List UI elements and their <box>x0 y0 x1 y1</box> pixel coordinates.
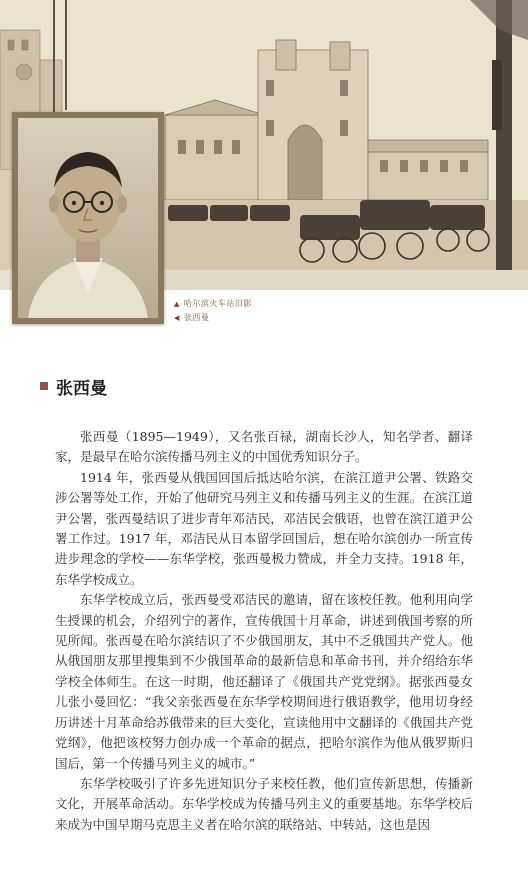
article-body <box>55 427 473 835</box>
caption-station-photo <box>174 299 252 309</box>
triangle-left-icon: ◀ <box>174 314 180 322</box>
paragraph: 张西曼（1895—1949），又名张百禄，湖南长沙人，知名学者、翻译家，是最早在哈尔滨传播马列主义的中国优秀知识分子。 <box>55 429 473 465</box>
caption-text: 哈尔滨火车站旧影 <box>183 299 252 308</box>
section-heading <box>40 374 107 398</box>
section-title: 张西曼 <box>56 378 107 399</box>
portrait-frame <box>12 112 164 324</box>
paragraph: 1914 年，张西曼从俄国回国后抵达哈尔滨，在滨江道尹公署、铁路交涉公署等处工作，开始了他研究马列主义和传播马列主义的生涯。在滨江道尹公署，张西曼结识了进步青年邓洁民，邓洁民会俄语，也曾在滨江道尹公署工作过。1917 年，邓洁民从日本留学回国后，想在哈尔滨创办一所宣传进步理念的学校——东华学校，张西曼极力赞成，并全力支持。1918 年，东华学校成立。 <box>55 469 473 587</box>
triangle-up-icon: ▲ <box>174 300 180 308</box>
paragraph: 东华学校吸引了许多先进知识分子来校任教，他们宣传新思想，传播新文化，开展革命活动。东华学校成为传播马列主义的重要基地。东华学校后来成为中国早期马克思主义者在哈尔滨的联络站、中转站，这也是因 <box>55 775 473 832</box>
paragraph: 东华学校成立后，张西曼受邓洁民的邀请，留在该校任教。他利用向学生授课的机会，介绍列宁的著作，宣传俄国十月革命，讲述到俄国考察的所见所闻。张西曼在哈尔滨结识了不少俄国朋友，其中不乏俄国共产党人。他从俄国朋友那里搜集到不少俄国革命的最新信息和革命书刊，并介绍给东华学校全体师生。在这一时期，他还翻译了《俄国共产党党纲》。据张西曼女儿张小曼回忆：“我父亲张西曼在东华学校期间进行俄语教学，他用切身经历讲述十月革命给苏俄带来的巨大变化，宣读他用中文翻译的《俄国共产党党纲》，他把该校努力创办成一个革命的据点，把哈尔滨作为他从俄罗斯归国后，第一个传播马列主义的城市。” <box>55 592 473 771</box>
zhang-ximan-portrait <box>18 118 158 318</box>
caption-portrait <box>174 313 209 323</box>
caption-text: 张西曼 <box>183 313 210 322</box>
square-bullet-icon <box>40 382 48 390</box>
